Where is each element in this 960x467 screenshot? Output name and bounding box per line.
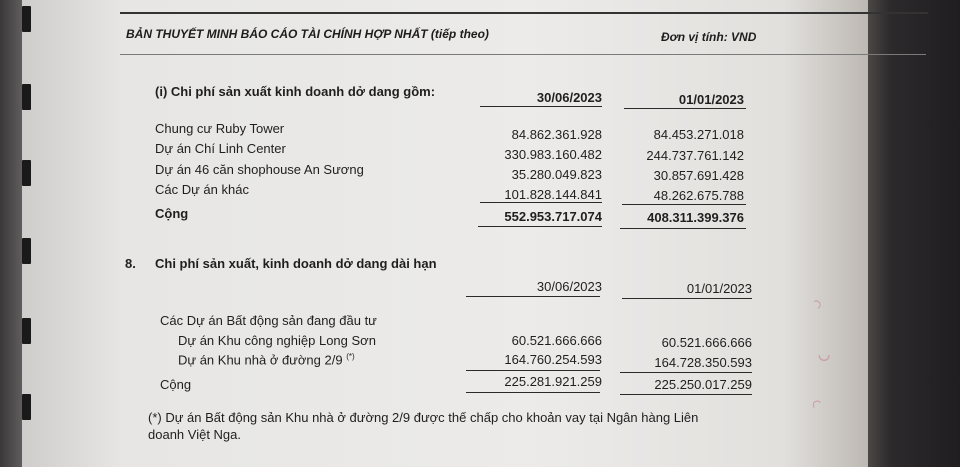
- document-title: BẢN THUYẾT MINH BÁO CÁO TÀI CHÍNH HỢP NHẤT (tiếp theo): [126, 27, 489, 41]
- col1-header-rule: [466, 296, 600, 297]
- total-rule: [478, 226, 602, 227]
- total-rule: [466, 392, 600, 393]
- section-8-col2-header: 01/01/2023: [686, 281, 752, 296]
- footnote-line: (*) Dự án Bất động sản Khu nhà ở đường 2/9 được thế chấp cho khoản vay tại Ngân hàng Liên: [148, 410, 699, 425]
- row-label: [178, 352, 355, 367]
- group-label: Các Dự án Bất động sản đang đầu tư: [160, 313, 377, 328]
- section-i-col2-header: 01/01/2023: [678, 92, 744, 107]
- row-label: Chung cư Ruby Tower: [155, 121, 285, 136]
- binder-mark: [22, 160, 31, 186]
- row-value-30-06: 35.280.049.823: [511, 167, 602, 182]
- col2-header-rule: [622, 298, 752, 299]
- section-8-col1-header: 30/06/2023: [536, 279, 602, 294]
- row-label: Dự án Khu công nghiệp Long Sơn: [178, 333, 376, 348]
- total-label: Cộng: [160, 377, 192, 392]
- row-value-30-06: 164.760.254.593: [504, 352, 602, 367]
- section-number: 8.: [125, 256, 136, 271]
- section-i-heading: (i) Chi phí sản xuất kinh doanh dở dang gồm:: [155, 84, 436, 99]
- row-value-01-01: 84.453.271.018: [653, 127, 744, 142]
- document-page: [22, 0, 868, 467]
- row-value-01-01: 244.737.761.142: [646, 148, 744, 163]
- row-label: Các Dự án khác: [155, 182, 249, 197]
- currency-unit: Đơn vị tính: VND: [661, 30, 757, 44]
- binder-mark: [22, 318, 31, 344]
- stamp-mark-icon: ◡: [818, 346, 831, 362]
- section-8-heading: Chi phí sản xuất, kinh doanh dở dang dài hạn: [155, 256, 437, 271]
- row-label: Dự án Chí Linh Center: [155, 141, 286, 156]
- row-value-30-06: 60.521.666.666: [511, 333, 602, 348]
- row-value-01-01: 164.728.350.593: [654, 355, 752, 370]
- total-rule: [620, 394, 752, 395]
- subtotal-rule: [622, 204, 746, 205]
- col2-header-rule: [624, 108, 746, 109]
- binder-mark: [22, 84, 31, 110]
- section-i-col1-header: 30/06/2023: [536, 90, 602, 105]
- total-label: Cộng: [155, 206, 189, 221]
- header-rule: [120, 54, 926, 55]
- subtotal-rule: [466, 370, 600, 371]
- right-background: [860, 0, 960, 467]
- binder-mark: [22, 238, 31, 264]
- row-label-text: Dự án Khu nhà ở đường 2/9: [178, 352, 343, 368]
- total-rule: [620, 228, 746, 229]
- row-label: Dự án 46 căn shophouse An Sương: [155, 162, 364, 177]
- col1-header-rule: [480, 106, 602, 107]
- subtotal-rule: [480, 202, 602, 203]
- row-value-01-01: 48.262.675.788: [653, 188, 744, 203]
- total-value-01-01: 408.311.399.376: [647, 210, 744, 225]
- top-rule: [120, 12, 928, 14]
- row-value-01-01: 30.857.691.428: [653, 168, 744, 183]
- stamp-mark-icon: ◠: [808, 297, 824, 312]
- footnote-line: doanh Việt Nga.: [148, 427, 241, 442]
- total-value-01-01: 225.250.017.259: [654, 377, 752, 392]
- row-value-01-01: 60.521.666.666: [661, 335, 752, 350]
- binder-mark: [22, 394, 31, 420]
- row-value-30-06: 84.862.361.928: [511, 127, 602, 142]
- binder-mark: [22, 6, 31, 32]
- row-value-30-06: 101.828.144.841: [504, 187, 602, 202]
- footnote-mark: (*): [346, 352, 355, 361]
- total-value-30-06: 552.953.717.074: [504, 209, 602, 224]
- row-value-30-06: 330.983.160.482: [504, 147, 602, 162]
- subtotal-rule: [620, 372, 752, 373]
- stamp-mark-icon: ◠: [809, 397, 825, 413]
- total-value-30-06: 225.281.921.259: [504, 374, 602, 389]
